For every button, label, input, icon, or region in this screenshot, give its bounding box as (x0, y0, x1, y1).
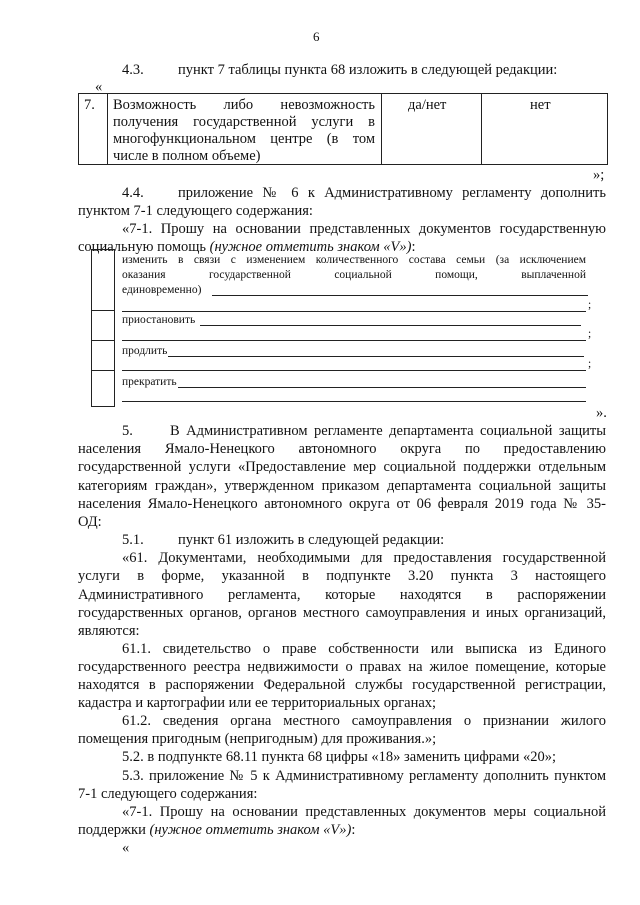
table-cell-yes-no (382, 94, 482, 164)
item-4-3-number: 4.3. (122, 62, 144, 78)
item-61-line: «61. Документами, необходимыми для предоставления государственной (122, 550, 606, 566)
closing-quote-semicolon: »; (593, 167, 605, 183)
fill-line (212, 295, 588, 296)
item-4-4-line: приложение № 6 к Административному регламенту дополнить (178, 185, 606, 201)
item-5-number: 5. (122, 423, 133, 439)
item-7-1-line: социальную помощь (нужное отметить знаком «V»): (78, 239, 416, 255)
mark-hint: (нужное отметить знаком «V») (149, 822, 352, 838)
item-61-line: Административного регламента, которые находятся в распоряжении (78, 587, 606, 603)
checkbox-separator (92, 370, 114, 371)
item-5-line: населения Ямало-Ненецкого автономного округа от 06 февраля 2019 года № 35- (78, 496, 606, 512)
table-desc-line: многофункциональном центре (в том (113, 131, 375, 147)
item-61-1-line: государственного реестра недвижимости о правах на жилое помещение, которые (78, 659, 606, 675)
item-7-1b-line: «7-1. Прошу на основании представленных документов меры социальной (122, 804, 606, 820)
item-7-1b-line: поддержки (нужное отметить знаком «V»): (78, 822, 356, 838)
closing-quote-period: ». (596, 405, 607, 421)
option-change-line: единовременно) (122, 284, 202, 296)
option-change-line: оказания государственной социальной помощи, выплаченной (122, 269, 586, 281)
item-5-3-line: 7-1 следующего содержания: (78, 786, 258, 802)
option-end: ; (588, 299, 592, 311)
table-row-number: 7. (84, 97, 95, 113)
item-5-1-text: пункт 61 изложить в следующей редакции: (178, 532, 445, 548)
fill-line (178, 387, 586, 388)
item-7-1-line: «7-1. Прошу на основании представленных документов государственную (122, 221, 606, 237)
table-desc-line: получения государственной услуги в (113, 114, 375, 130)
checkbox-column (91, 249, 115, 407)
fill-line (122, 340, 586, 341)
checkbox-separator (92, 310, 114, 311)
item-61-line: государственных органов, органов местного самоуправления и иных организаций, (78, 605, 606, 621)
item-5-line: категориям граждан», утвержденном приказом департамента социальной защиты (78, 478, 606, 494)
table-row-7 (78, 93, 608, 165)
item-61-2-line: 61.2. сведения органа местного самоуправления о признании жилого (122, 713, 606, 729)
table-cell-description (108, 94, 382, 164)
option-change-line: изменить в связи с изменением количественного состава семьи (за исключением (122, 254, 586, 266)
item-4-4-line: пунктом 7-1 следующего содержания: (78, 203, 313, 219)
item-5-1-number: 5.1. (122, 532, 144, 548)
item-5-line: В Административном регламенте департамента социальной защиты (170, 423, 606, 439)
option-extend-label: продлить (122, 345, 168, 357)
final-quote: « (122, 840, 130, 856)
item-5-line: населения Ямало-Ненецкого автономного округа по предоставлению (78, 441, 606, 457)
item-61-line: являются: (78, 623, 140, 639)
option-end: ; (588, 358, 592, 370)
item-5-3-line: 5.3. приложение № 5 к Административному регламенту дополнить пунктом (122, 768, 606, 784)
item-61-1-line: находятся в распоряжении Федеральной службы государственной регистрации, (78, 677, 606, 693)
item-61-1-line: 61.1. свидетельство о праве собственности или выписка из Единого (122, 641, 606, 657)
item-5-line: ОД: (78, 514, 102, 530)
table-cell-value (482, 94, 607, 164)
option-end: ; (588, 328, 592, 340)
item-61-1-line: кадастра и картографии или ее территориальных органах; (78, 695, 437, 711)
page-number: 6 (313, 29, 320, 44)
item-61-2-line: помещения пригодным (непригодным) для проживания.»; (78, 731, 437, 747)
table-value: нет (530, 97, 551, 113)
fill-line (122, 311, 586, 312)
item-4-3-text: пункт 7 таблицы пункта 68 изложить в следующей редакции: (178, 62, 558, 78)
fill-line (200, 325, 581, 326)
mark-hint: (нужное отметить знаком «V») (209, 239, 412, 255)
table-yes-no-value: да/нет (408, 97, 447, 113)
opening-quote: « (95, 79, 103, 95)
checkbox-separator (92, 340, 114, 341)
table-cell-number (79, 94, 108, 164)
table-desc-line: Возможность либо невозможность (113, 97, 375, 113)
fill-line (122, 370, 586, 371)
item-5-2-text: 5.2. в подпункте 68.11 пункта 68 цифры «18» заменить цифрами «20»; (122, 749, 557, 765)
table-desc-line: числе в полном объеме) (113, 148, 261, 164)
option-terminate-label: прекратить (122, 376, 177, 388)
fill-line (168, 356, 584, 357)
option-suspend-label: приостановить (122, 314, 196, 326)
item-61-line: услуги в форме, указанной в подпункте 3.20 пункта 3 настоящего (78, 568, 606, 584)
item-4-4-number: 4.4. (122, 185, 144, 201)
fill-line (122, 401, 586, 402)
item-5-line: государственной услуги «Предоставление мер социальной поддержки отдельным (78, 459, 606, 475)
